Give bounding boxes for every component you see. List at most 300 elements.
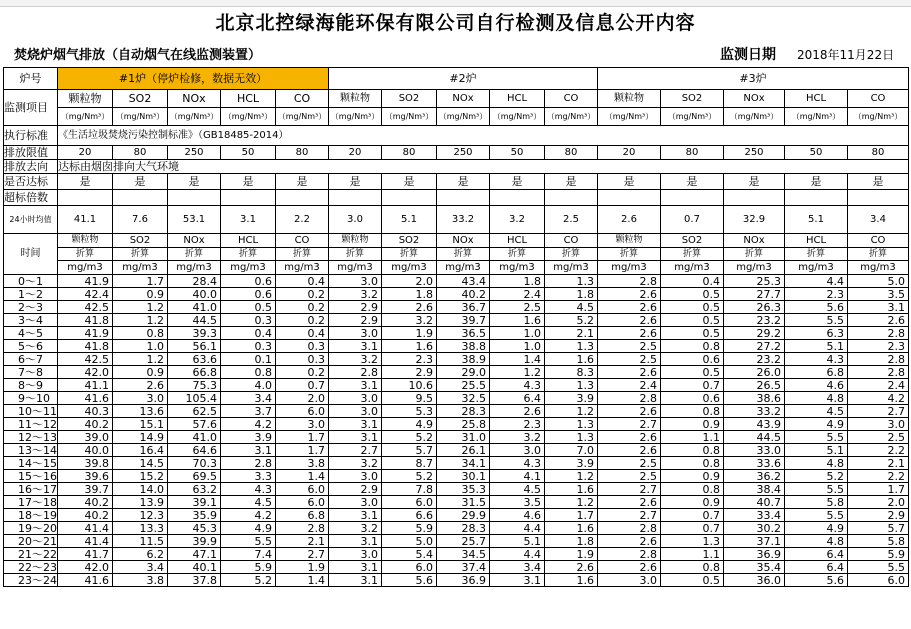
item-header: NOx <box>724 90 785 108</box>
hourly-item: NOx <box>168 234 220 248</box>
value-cell: 2.6 <box>598 444 661 457</box>
value-cell: 5.2 <box>221 574 276 587</box>
time-cell: 2～3 <box>4 301 58 314</box>
value-cell: 28.3 <box>437 405 490 418</box>
average-cell: 2.5 <box>545 206 598 234</box>
value-cell: 30.1 <box>437 470 490 483</box>
table-row <box>4 275 909 288</box>
value-cell: 34.1 <box>437 457 490 470</box>
value-cell: 2.5 <box>598 353 661 366</box>
value-cell: 3.1 <box>329 509 382 522</box>
value-cell: 41.4 <box>58 535 113 548</box>
value-cell: 64.6 <box>168 444 221 457</box>
table-row <box>4 392 909 405</box>
value-cell: 2.5 <box>598 457 661 470</box>
hourly-item: CO <box>545 234 597 248</box>
value-cell: 35.3 <box>437 483 490 496</box>
limit-cell: 250 <box>168 146 221 160</box>
value-cell: 4.4 <box>490 548 545 561</box>
value-cell: 26.3 <box>724 301 785 314</box>
value-cell: 2.8 <box>221 457 276 470</box>
value-cell: 1.2 <box>545 470 598 483</box>
value-cell: 3.1 <box>329 340 382 353</box>
value-cell: 5.5 <box>785 483 848 496</box>
value-cell: 3.2 <box>490 431 545 444</box>
value-cell: 63.2 <box>168 483 221 496</box>
value-cell: 38.6 <box>724 392 785 405</box>
value-cell: 39.0 <box>58 431 113 444</box>
table-row <box>4 379 909 392</box>
unit-cell: （mg/Nm³） <box>168 108 221 126</box>
value-cell: 6.6 <box>382 509 437 522</box>
hourly-header-cell <box>168 234 221 275</box>
time-cell: 19～20 <box>4 522 58 535</box>
value-cell: 2.6 <box>848 314 909 327</box>
page-title: 北京北控绿海能环保有限公司自行检测及信息公开内容 <box>215 12 696 34</box>
value-cell: 1.2 <box>545 405 598 418</box>
average-cell: 5.1 <box>382 206 437 234</box>
value-cell: 2.8 <box>848 353 909 366</box>
furnace-header: #1炉（停炉检修，数据无效） <box>58 68 329 90</box>
value-cell: 3.4 <box>221 392 276 405</box>
value-cell: 3.1 <box>848 301 909 314</box>
section-subtitle: 焚烧炉烟气排放（自动烟气在线监测装置） <box>14 48 262 63</box>
value-cell: 25.3 <box>724 275 785 288</box>
value-cell: 0.8 <box>661 340 724 353</box>
value-cell: 3.0 <box>329 405 382 418</box>
value-cell: 6.8 <box>276 509 329 522</box>
table-row <box>4 160 909 174</box>
hourly-header-cell <box>724 234 785 275</box>
table-row <box>4 366 909 379</box>
standard-text: 《生活垃圾焚烧污染控制标准》（GB18485-2014） <box>58 126 909 146</box>
value-cell: 5.0 <box>382 535 437 548</box>
value-cell: 27.2 <box>724 340 785 353</box>
value-cell: 37.4 <box>437 561 490 574</box>
value-cell: 0.5 <box>661 288 724 301</box>
hourly-item: 颗粒物 <box>329 234 381 248</box>
limit-cell: 80 <box>848 146 909 160</box>
value-cell: 42.4 <box>58 288 113 301</box>
value-cell: 1.9 <box>545 548 598 561</box>
value-cell: 75.3 <box>168 379 221 392</box>
value-cell: 29.9 <box>437 509 490 522</box>
value-cell: 0.8 <box>661 561 724 574</box>
hourly-header-cell <box>598 234 661 275</box>
limit-cell: 50 <box>490 146 545 160</box>
value-cell: 41.7 <box>58 548 113 561</box>
time-cell: 20～21 <box>4 535 58 548</box>
value-cell: 2.0 <box>848 496 909 509</box>
value-cell: 36.5 <box>437 327 490 340</box>
table-row <box>4 405 909 418</box>
value-cell: 3.0 <box>329 496 382 509</box>
table-row <box>4 206 909 234</box>
hourly-sub: 折算 <box>221 248 275 261</box>
value-cell: 40.2 <box>58 418 113 431</box>
hourly-item: NOx <box>724 234 784 248</box>
value-cell: 44.5 <box>168 314 221 327</box>
value-cell: 2.7 <box>598 509 661 522</box>
item-header: 颗粒物 <box>329 90 382 108</box>
unit-cell: （mg/Nm³） <box>382 108 437 126</box>
value-cell: 3.1 <box>329 431 382 444</box>
value-cell: 3.0 <box>276 418 329 431</box>
label-average: 24小时均值 <box>4 206 58 234</box>
value-cell: 4.8 <box>785 457 848 470</box>
limit-cell: 80 <box>276 146 329 160</box>
value-cell: 42.0 <box>58 561 113 574</box>
label-limit: 排放限值 <box>4 146 58 160</box>
label-furnace: 炉号 <box>4 68 58 90</box>
time-cell: 9～10 <box>4 392 58 405</box>
hourly-item: HCL <box>785 234 847 248</box>
value-cell: 3.1 <box>329 535 382 548</box>
value-cell: 33.0 <box>724 444 785 457</box>
time-cell: 22～23 <box>4 561 58 574</box>
hourly-header-cell <box>382 234 437 275</box>
value-cell: 0.9 <box>113 366 168 379</box>
value-cell: 2.9 <box>329 483 382 496</box>
value-cell: 1.6 <box>382 340 437 353</box>
compliance-cell: 是 <box>490 174 545 190</box>
hourly-unit: mg/m3 <box>798 262 834 273</box>
value-cell: 2.8 <box>848 366 909 379</box>
compliance-cell: 是 <box>785 174 848 190</box>
average-cell: 33.2 <box>437 206 490 234</box>
time-cell: 11～12 <box>4 418 58 431</box>
value-cell: 6.4 <box>490 392 545 405</box>
value-cell: 6.3 <box>785 327 848 340</box>
hourly-item: 颗粒物 <box>598 234 660 248</box>
value-cell: 37.8 <box>168 574 221 587</box>
hourly-sub: 折算 <box>785 248 847 261</box>
average-cell: 32.9 <box>724 206 785 234</box>
value-cell: 3.8 <box>276 457 329 470</box>
compliance-cell: 是 <box>437 174 490 190</box>
average-cell: 3.2 <box>490 206 545 234</box>
value-cell: 2.6 <box>598 405 661 418</box>
hourly-sub: 折算 <box>113 248 167 261</box>
value-cell: 3.0 <box>329 470 382 483</box>
value-cell: 1.4 <box>490 353 545 366</box>
hourly-sub: 折算 <box>329 248 381 261</box>
value-cell: 4.2 <box>221 509 276 522</box>
hourly-unit: mg/m3 <box>611 262 647 273</box>
table-row <box>4 548 909 561</box>
time-cell: 10～11 <box>4 405 58 418</box>
value-cell: 33.6 <box>724 457 785 470</box>
value-cell: 2.6 <box>598 535 661 548</box>
table-row <box>4 340 909 353</box>
value-cell: 40.2 <box>58 509 113 522</box>
item-header: HCL <box>785 90 848 108</box>
value-cell: 36.7 <box>437 301 490 314</box>
value-cell: 0.8 <box>661 457 724 470</box>
value-cell: 43.9 <box>724 418 785 431</box>
value-cell: 41.9 <box>58 275 113 288</box>
value-cell: 2.6 <box>598 561 661 574</box>
value-cell: 1.0 <box>113 340 168 353</box>
value-cell: 1.0 <box>490 340 545 353</box>
compliance-cell: 是 <box>661 174 724 190</box>
value-cell: 40.3 <box>58 405 113 418</box>
hourly-header-cell <box>329 234 382 275</box>
value-cell: 31.0 <box>437 431 490 444</box>
value-cell: 41.6 <box>58 574 113 587</box>
time-cell: 4～5 <box>4 327 58 340</box>
value-cell: 3.9 <box>545 392 598 405</box>
average-cell: 3.1 <box>221 206 276 234</box>
value-cell: 4.9 <box>785 418 848 431</box>
value-cell: 40.1 <box>168 561 221 574</box>
value-cell: 14.9 <box>113 431 168 444</box>
time-cell: 23～24 <box>4 574 58 587</box>
exceed-cell <box>848 190 909 206</box>
furnace-header: #3炉 <box>598 68 909 90</box>
emission-table <box>3 67 909 587</box>
value-cell: 5.7 <box>848 522 909 535</box>
value-cell: 2.5 <box>848 431 909 444</box>
value-cell: 27.7 <box>724 288 785 301</box>
value-cell: 3.9 <box>221 431 276 444</box>
hourly-item: SO2 <box>661 234 723 248</box>
value-cell: 5.5 <box>221 535 276 548</box>
value-cell: 39.6 <box>58 470 113 483</box>
value-cell: 41.1 <box>58 379 113 392</box>
value-cell: 0.9 <box>113 288 168 301</box>
value-cell: 2.5 <box>598 340 661 353</box>
table-row <box>4 457 909 470</box>
hourly-sub: 折算 <box>437 248 489 261</box>
value-cell: 0.6 <box>661 392 724 405</box>
time-cell: 14～15 <box>4 457 58 470</box>
unit-cell: （mg/Nm³） <box>221 108 276 126</box>
value-cell: 0.2 <box>276 314 329 327</box>
value-cell: 7.8 <box>382 483 437 496</box>
table-row <box>4 314 909 327</box>
hourly-sub: 折算 <box>848 248 908 261</box>
value-cell: 0.4 <box>221 327 276 340</box>
average-cell: 0.7 <box>661 206 724 234</box>
hourly-item: SO2 <box>113 234 167 248</box>
value-cell: 0.5 <box>221 301 276 314</box>
value-cell: 4.4 <box>490 522 545 535</box>
value-cell: 4.9 <box>382 418 437 431</box>
value-cell: 1.8 <box>382 288 437 301</box>
value-cell: 15.1 <box>113 418 168 431</box>
value-cell: 0.6 <box>221 275 276 288</box>
value-cell: 3.5 <box>848 288 909 301</box>
value-cell: 66.8 <box>168 366 221 379</box>
value-cell: 6.4 <box>785 548 848 561</box>
value-cell: 26.5 <box>724 379 785 392</box>
value-cell: 41.8 <box>58 314 113 327</box>
compliance-cell: 是 <box>382 174 437 190</box>
limit-cell: 250 <box>724 146 785 160</box>
value-cell: 2.6 <box>598 288 661 301</box>
item-header: 颗粒物 <box>598 90 661 108</box>
value-cell: 3.1 <box>490 574 545 587</box>
table-row <box>4 522 909 535</box>
hourly-item: SO2 <box>382 234 436 248</box>
hourly-item: CO <box>276 234 328 248</box>
value-cell: 5.5 <box>785 509 848 522</box>
value-cell: 0.2 <box>276 288 329 301</box>
value-cell: 2.7 <box>848 405 909 418</box>
value-cell: 4.5 <box>545 301 598 314</box>
value-cell: 2.5 <box>598 470 661 483</box>
value-cell: 40.7 <box>724 496 785 509</box>
value-cell: 3.0 <box>329 392 382 405</box>
value-cell: 28.3 <box>437 522 490 535</box>
hourly-header-cell <box>490 234 545 275</box>
time-cell: 16～17 <box>4 483 58 496</box>
value-cell: 1.4 <box>276 574 329 587</box>
hourly-header-cell <box>661 234 724 275</box>
hourly-unit: mg/m3 <box>391 262 427 273</box>
value-cell: 33.2 <box>724 405 785 418</box>
value-cell: 42.5 <box>58 301 113 314</box>
value-cell: 4.9 <box>221 522 276 535</box>
value-cell: 5.2 <box>785 470 848 483</box>
value-cell: 12.3 <box>113 509 168 522</box>
hourly-item: NOx <box>437 234 489 248</box>
hourly-item: HCL <box>490 234 544 248</box>
hourly-header-cell <box>113 234 168 275</box>
compliance-cell: 是 <box>848 174 909 190</box>
value-cell: 16.4 <box>113 444 168 457</box>
unit-cell: （mg/Nm³） <box>113 108 168 126</box>
table-row <box>4 327 909 340</box>
value-cell: 36.2 <box>724 470 785 483</box>
value-cell: 0.8 <box>661 483 724 496</box>
value-cell: 7.4 <box>221 548 276 561</box>
item-header: NOx <box>168 90 221 108</box>
value-cell: 1.3 <box>545 431 598 444</box>
value-cell: 4.9 <box>785 522 848 535</box>
table-row <box>4 108 909 126</box>
value-cell: 41.0 <box>168 431 221 444</box>
value-cell: 6.0 <box>848 574 909 587</box>
value-cell: 5.5 <box>785 314 848 327</box>
hourly-unit: mg/m3 <box>499 262 535 273</box>
hourly-header-cell <box>437 234 490 275</box>
hourly-sub: 折算 <box>598 248 660 261</box>
hourly-header-cell <box>221 234 276 275</box>
value-cell: 39.9 <box>168 535 221 548</box>
value-cell: 39.7 <box>58 483 113 496</box>
spreadsheet-column-header <box>0 0 911 7</box>
table-row <box>4 146 909 160</box>
value-cell: 26.1 <box>437 444 490 457</box>
value-cell: 0.2 <box>276 301 329 314</box>
value-cell: 4.4 <box>785 275 848 288</box>
value-cell: 5.7 <box>382 444 437 457</box>
unit-cell: （mg/Nm³） <box>276 108 329 126</box>
compliance-cell: 是 <box>276 174 329 190</box>
value-cell: 3.0 <box>598 574 661 587</box>
value-cell: 29.2 <box>724 327 785 340</box>
value-cell: 4.3 <box>490 457 545 470</box>
value-cell: 1.7 <box>848 483 909 496</box>
value-cell: 13.9 <box>113 496 168 509</box>
value-cell: 2.8 <box>848 327 909 340</box>
value-cell: 1.3 <box>545 340 598 353</box>
value-cell: 1.9 <box>276 561 329 574</box>
limit-cell: 20 <box>329 146 382 160</box>
hourly-sub: 折算 <box>168 248 220 261</box>
value-cell: 2.5 <box>490 301 545 314</box>
value-cell: 0.9 <box>661 496 724 509</box>
unit-cell: （mg/Nm³） <box>848 108 909 126</box>
value-cell: 34.5 <box>437 548 490 561</box>
time-cell: 3～4 <box>4 314 58 327</box>
value-cell: 5.2 <box>382 470 437 483</box>
table-row <box>4 574 909 587</box>
exceed-cell <box>598 190 661 206</box>
time-cell: 18～19 <box>4 509 58 522</box>
value-cell: 23.2 <box>724 353 785 366</box>
value-cell: 2.9 <box>848 509 909 522</box>
value-cell: 3.2 <box>382 314 437 327</box>
label-compliance: 是否达标 <box>4 174 58 190</box>
value-cell: 0.8 <box>221 366 276 379</box>
value-cell: 62.5 <box>168 405 221 418</box>
exceed-cell <box>221 190 276 206</box>
value-cell: 1.2 <box>113 301 168 314</box>
value-cell: 0.5 <box>661 366 724 379</box>
table-row <box>4 418 909 431</box>
value-cell: 2.3 <box>490 418 545 431</box>
value-cell: 1.6 <box>545 483 598 496</box>
hourly-unit: mg/m3 <box>553 262 589 273</box>
value-cell: 5.9 <box>221 561 276 574</box>
value-cell: 5.1 <box>490 535 545 548</box>
label-monitor-item: 监测项目 <box>4 90 58 126</box>
value-cell: 5.6 <box>785 574 848 587</box>
value-cell: 1.6 <box>545 574 598 587</box>
unit-cell: （mg/Nm³） <box>724 108 785 126</box>
value-cell: 3.4 <box>490 561 545 574</box>
value-cell: 0.7 <box>661 509 724 522</box>
value-cell: 0.2 <box>276 366 329 379</box>
value-cell: 2.2 <box>848 444 909 457</box>
value-cell: 39.7 <box>437 314 490 327</box>
value-cell: 5.5 <box>848 561 909 574</box>
time-cell: 6～7 <box>4 353 58 366</box>
value-cell: 4.3 <box>490 379 545 392</box>
value-cell: 6.4 <box>785 561 848 574</box>
value-cell: 31.5 <box>437 496 490 509</box>
hourly-sub: 折算 <box>545 248 597 261</box>
value-cell: 13.6 <box>113 405 168 418</box>
value-cell: 2.8 <box>598 392 661 405</box>
value-cell: 6.2 <box>113 548 168 561</box>
value-cell: 4.8 <box>785 392 848 405</box>
value-cell: 33.4 <box>724 509 785 522</box>
average-cell: 2.2 <box>276 206 329 234</box>
average-cell: 7.6 <box>113 206 168 234</box>
hourly-sub: 折算 <box>58 248 112 261</box>
hourly-item: 颗粒物 <box>58 234 112 248</box>
value-cell: 1.3 <box>545 379 598 392</box>
value-cell: 1.8 <box>545 535 598 548</box>
hourly-unit: mg/m3 <box>284 262 320 273</box>
value-cell: 2.1 <box>276 535 329 548</box>
value-cell: 0.3 <box>221 314 276 327</box>
value-cell: 2.8 <box>598 548 661 561</box>
